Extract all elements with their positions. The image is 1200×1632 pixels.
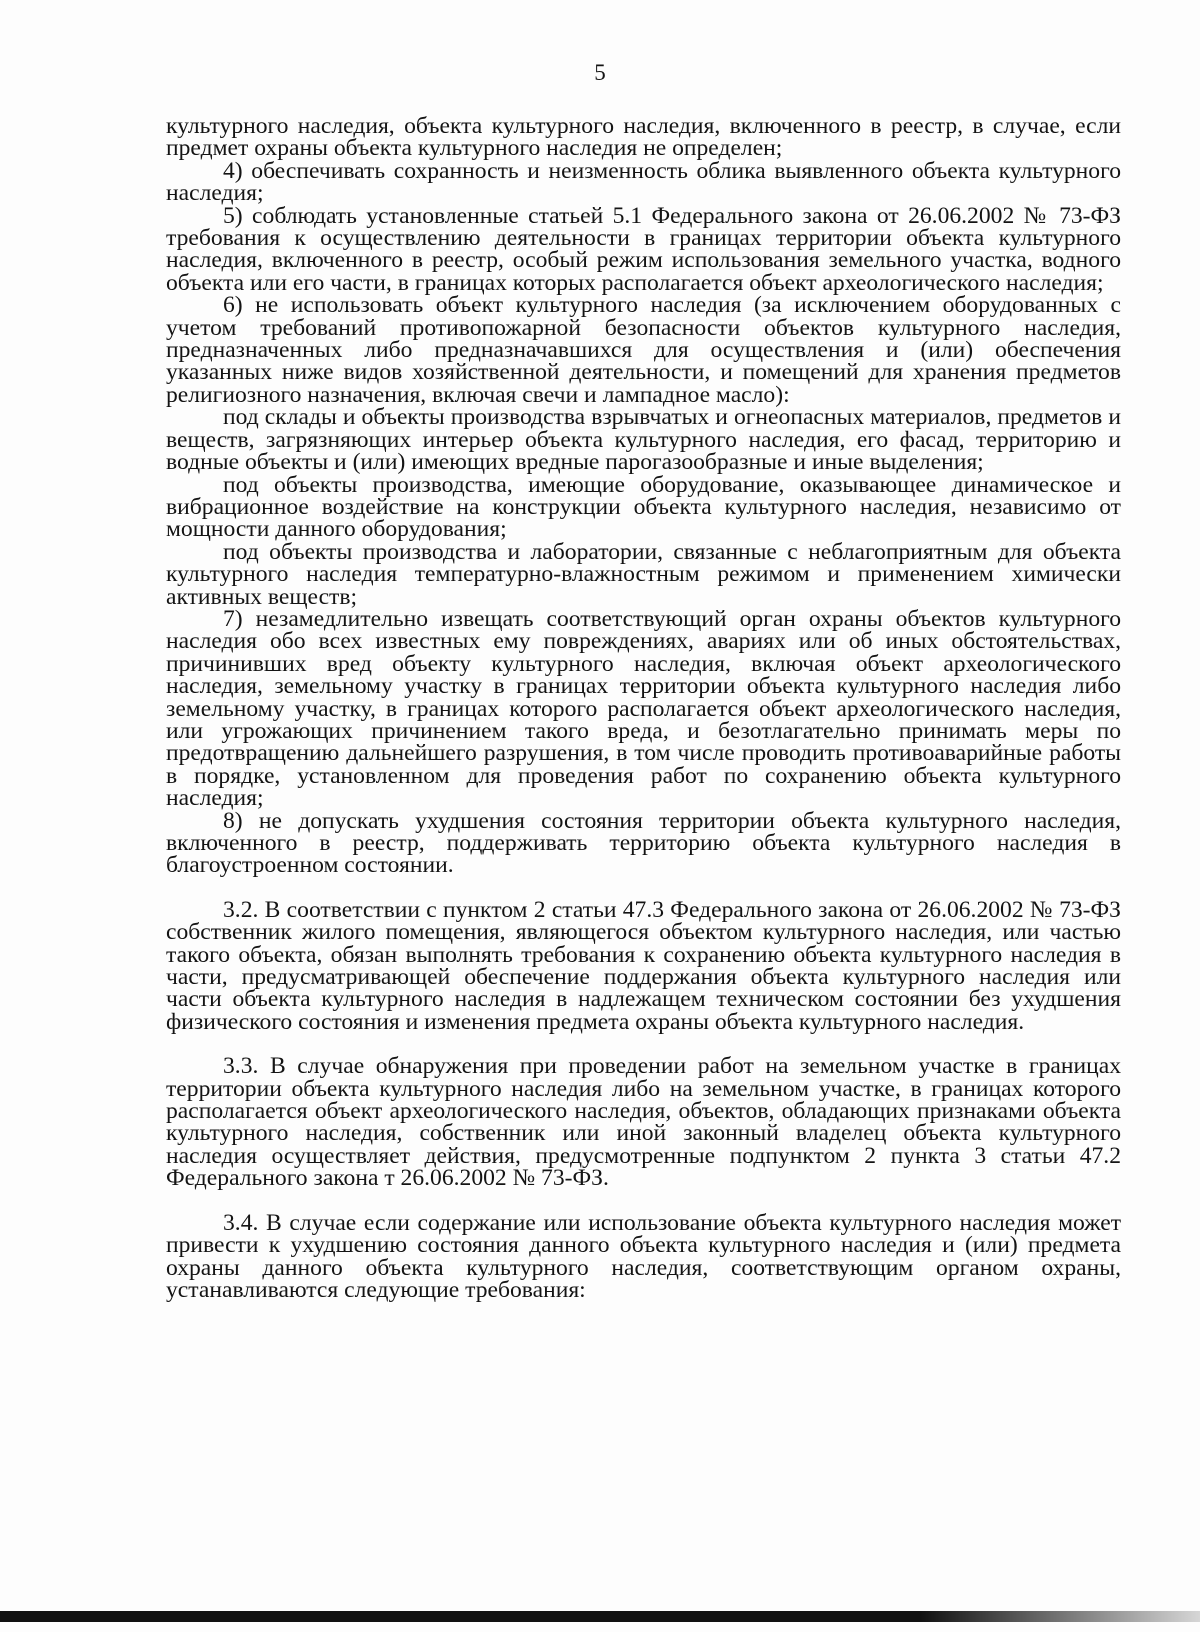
paragraph-section-3-4: 3.4. В случае если содержание или использование объекта культурного наследия может привести к ухудшению состояния данного объекта культурного наследия и (или) предмета охраны данного объекта культурного наследия, соответствующим органом охраны, устанавливаются следующие требования: xyxy=(166,1209,1121,1303)
paragraph-item-8: 8) не допускать ухудшения состояния территории объекта культурного наследия, включенного в реестр, поддерживать территорию объекта культурного наследия в благоустроенном состоянии. xyxy=(166,807,1121,879)
paragraph-continuation: культурного наследия, объекта культурного наследия, включенного в реестр, в случае, если предмет охраны объекта культурного наследия не определен; xyxy=(166,113,1121,162)
paragraph-item-6-sub-2: под объекты производства, имеющие оборудование, оказывающее динамическое и вибрационное воздействие на конструкции объекта культурного наследия, независимо от мощности данного оборудования; xyxy=(166,471,1121,543)
document-body xyxy=(166,115,1121,1301)
paragraph-item-4: 4) обеспечивать сохранность и неизменность облика выявленного объекта культурного наследия; xyxy=(166,157,1121,207)
paragraph-item-6-sub-3: под объекты производства и лаборатории, связанные с неблагоприятным для объекта культурного наследия температурно-влажностным режимом и применением химически активных веществ; xyxy=(166,538,1121,610)
paragraph-item-6: 6) не использовать объект культурного наследия (за исключением оборудованных с учетом требований противопожарной безопасности объектов культурного наследия, предназначенных либо предназначавшихся для осуществления и (или) обеспечения указанных ниже видов хозяйственной деятельности, и помещений для хранения предметов религиозного назначения, включая свечи и лампадное масло): xyxy=(166,292,1121,408)
paragraph-section-3-2: 3.2. В соответствии с пунктом 2 статьи 47.3 Федерального закона от 26.06.2002 № 73-ФЗ собственник жилого помещения, являющегося объектом культурного наследия, или частью такого объекта, обязан выполнять требования к сохранению объекта культурного наследия в части, предусматривающей обеспечение поддержания объекта культурного наследия или части объекта культурного наследия в надлежащем техническом состоянии без ухудшения физического состояния и изменения предмета охраны объекта культурного наследия. xyxy=(166,896,1121,1035)
scan-edge-fade xyxy=(920,1611,1200,1622)
paragraph-item-5: 5) соблюдать установленные статьей 5.1 Федерального закона от 26.06.2002 № 73-ФЗ требования к осуществлению деятельности в границах территории объекта культурного наследия, включенного в реестр, особый режим использования земельного участка, водного объекта или его части, в границах которых располагается объект археологического наследия; xyxy=(166,202,1121,296)
paragraph-item-7: 7) незамедлительно извещать соответствующий орган охраны объектов культурного наследия обо всех известных ему повреждениях, авариях или об иных обстоятельствах, причинивших вред объекту культурного наследия, включая объект археологического наследия, земельному участку в границах территории объекта культурного наследия либо земельному участку, в границах которого располагается объект археологического наследия, или угрожающих причинением такого вреда, и безотлагательно принимать меры по предотвращению дальнейшего разрушения, в том числе проводить противоаварийные работы в порядке, установленном для проведения работ по сохранению объекта культурного наследия; xyxy=(166,605,1121,812)
paragraph-item-6-sub-1: под склады и объекты производства взрывчатых и огнеопасных материалов, предметов и веществ, загрязняющих интерьер объекта культурного наследия, его фасад, территорию и водные объекты и (или) имеющих вредные парогазообразные и иные выделения; xyxy=(166,404,1121,476)
paragraph-section-3-3: 3.3. В случае обнаружения при проведении работ на земельном участке в границах территории объекта культурного наследия либо на земельном участке, в границах которого располагается объект археологического наследия, объектов, обладающих признаками объекта культурного наследия, собственник или иной законный владелец объекта культурного наследия осуществляет действия, предусмотренные подпунктом 2 пункта 3 статьи 47.2 Федерального закона т 26.06.2002 № 73-ФЗ. xyxy=(166,1053,1121,1192)
page-number: 5 xyxy=(594,60,606,85)
